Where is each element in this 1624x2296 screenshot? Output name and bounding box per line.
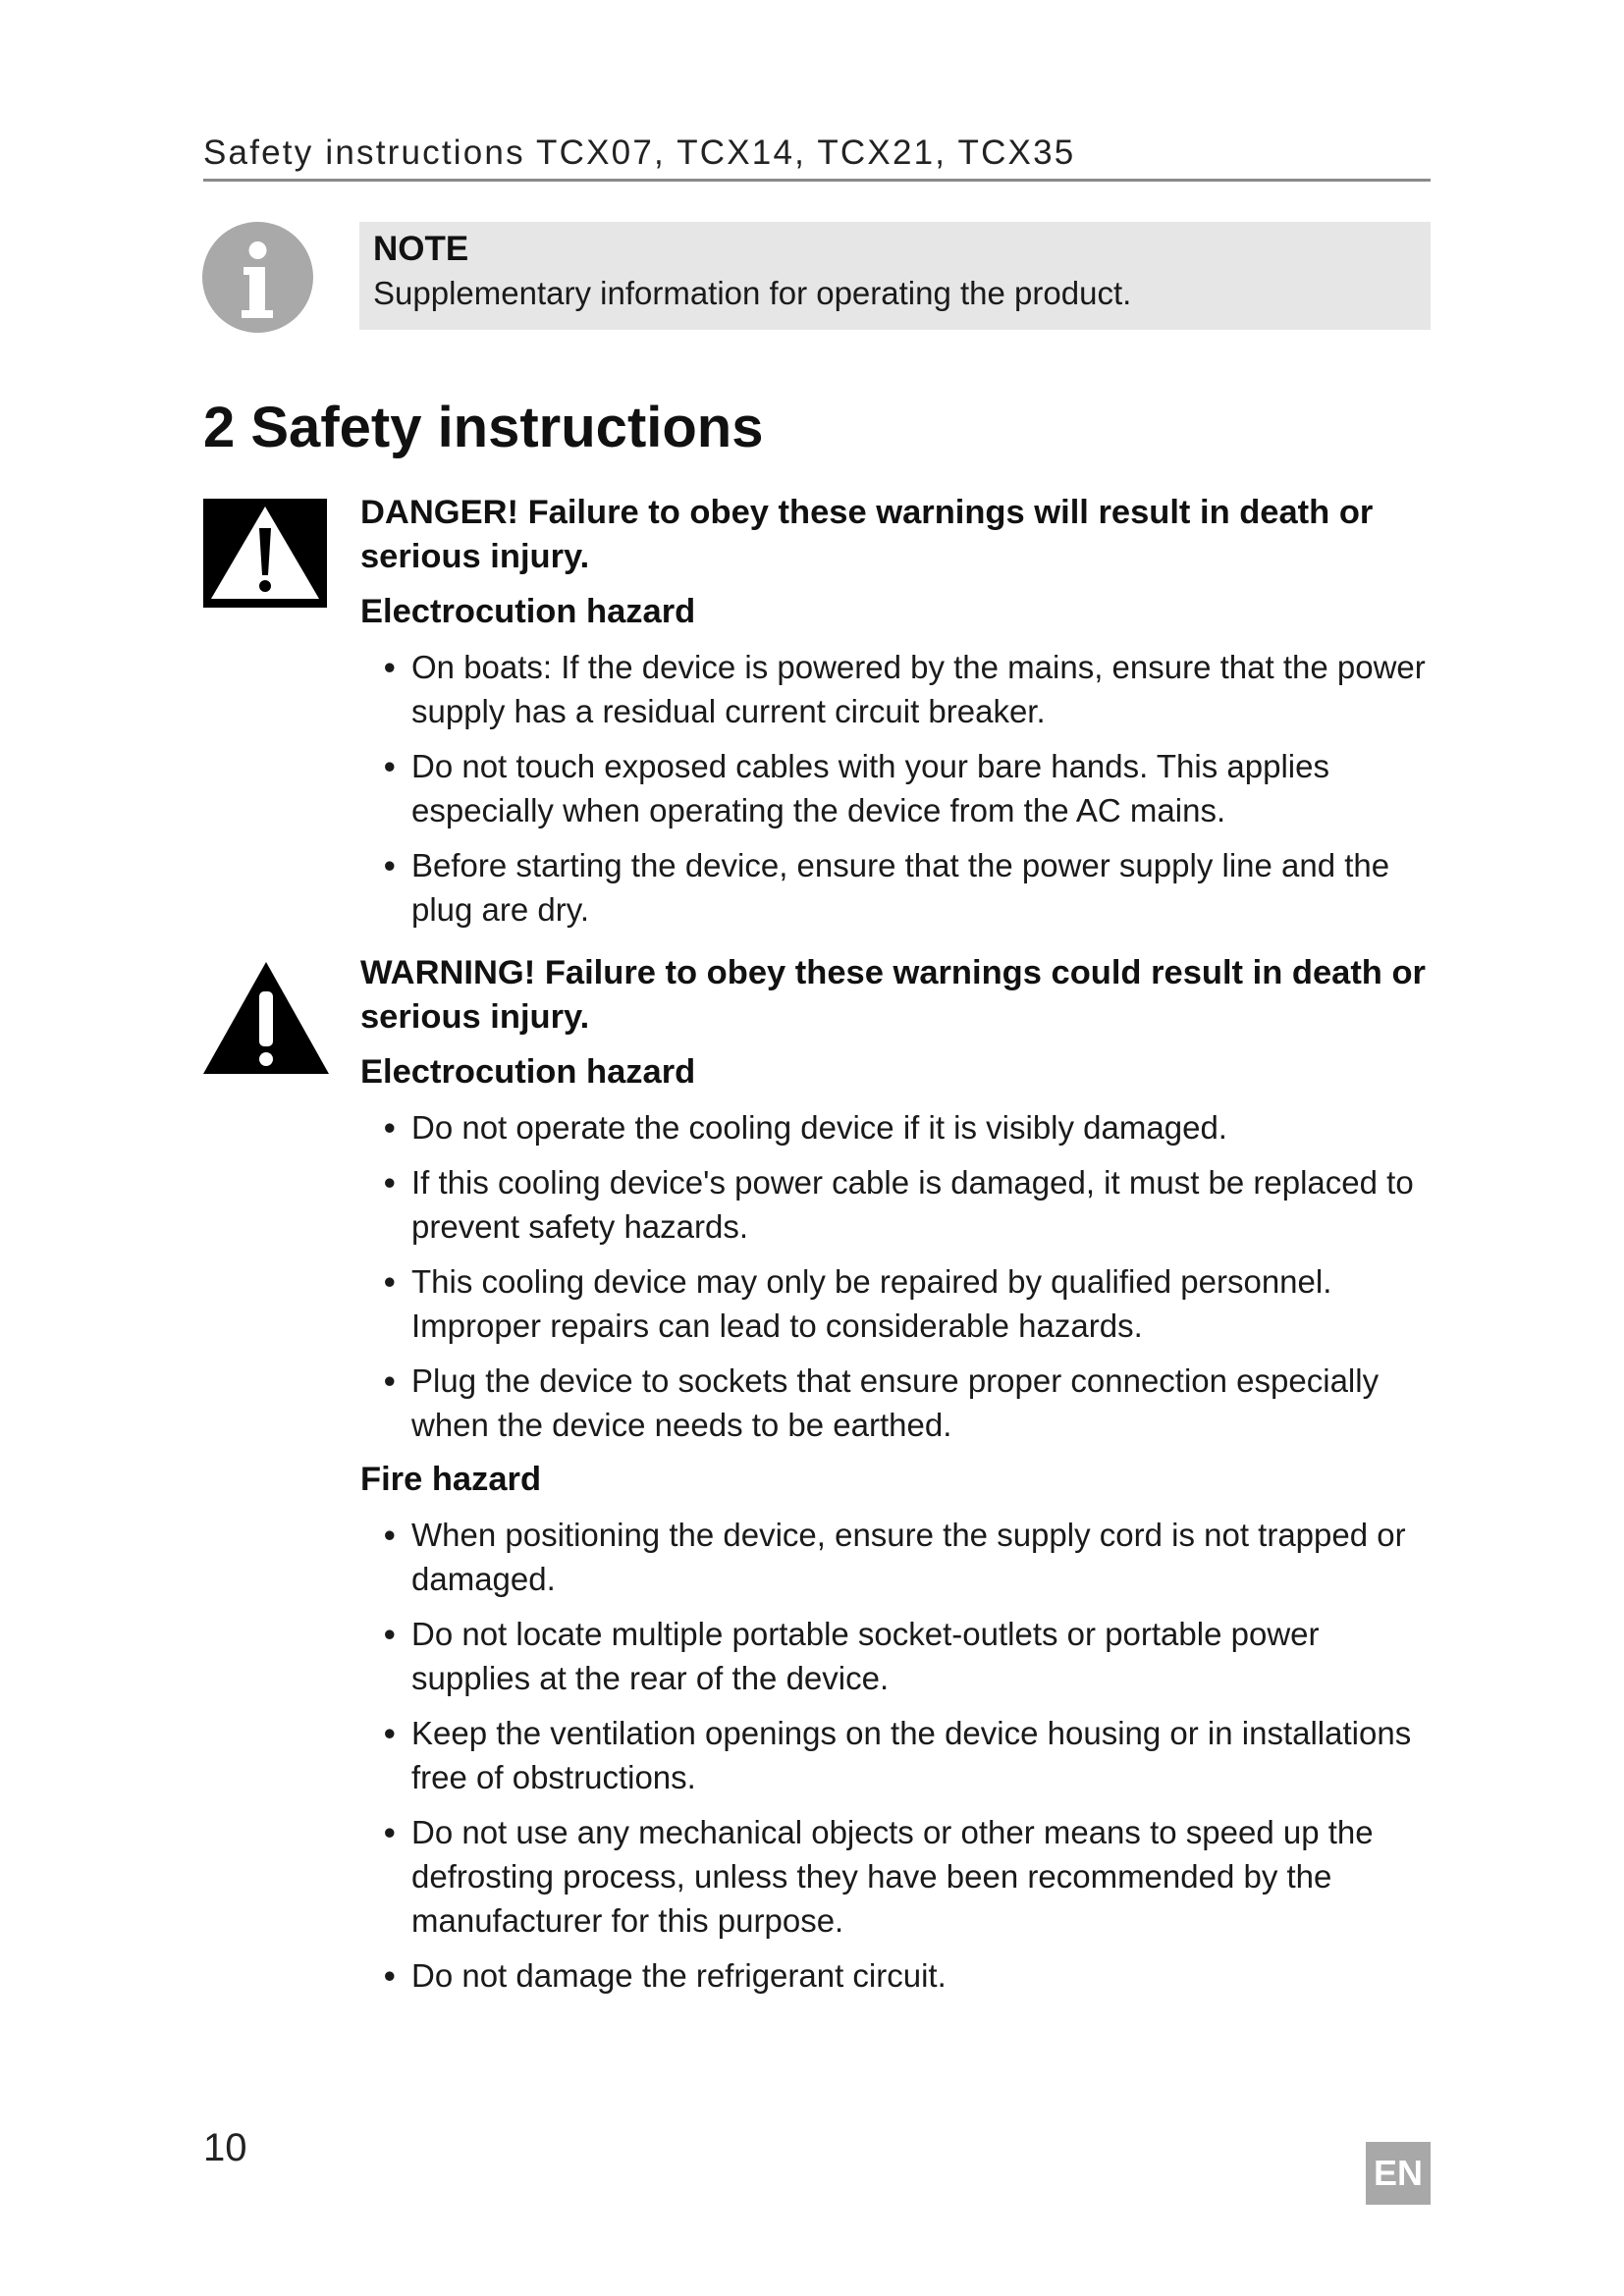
danger-electrocution-title: Electrocution hazard — [360, 593, 696, 630]
list-item: • Do not operate the cooling device if it is visibly damaged. — [360, 1105, 1435, 1149]
language-badge: EN — [1366, 2142, 1431, 2205]
warning-triangle-icon — [203, 962, 329, 1074]
list-item: • This cooling device may only be repaired by qualified personnel. Improper repairs can lead to considerable hazards. — [360, 1259, 1435, 1348]
safety-content — [360, 491, 1435, 2008]
list-item: • Keep the ventilation openings on the device housing or in installations free of obstructions. — [360, 1711, 1435, 1799]
list-item: • Do not touch exposed cables with your bare hands. This applies especially when operating the device from the AC mains. — [360, 744, 1435, 832]
warning-electrocution-title: Electrocution hazard — [360, 1053, 696, 1091]
list-item: • Do not use any mechanical objects or other means to speed up the defrosting process, unless they have been recommended by the manufacturer for this purpose. — [360, 1810, 1435, 1943]
danger-triangle-icon — [203, 499, 327, 608]
list-item: • When positioning the device, ensure the supply cord is not trapped or damaged. — [360, 1513, 1435, 1601]
note-box — [359, 222, 1431, 330]
note-text: Supplementary information for operating the product. — [373, 275, 1132, 311]
warning-fire-title: Fire hazard — [360, 1461, 542, 1498]
list-item: • If this cooling device's power cable is damaged, it must be replaced to prevent safety hazards. — [360, 1160, 1435, 1249]
list-item: • Do not damage the refrigerant circuit. — [360, 1953, 1435, 1998]
danger-electrocution-list — [360, 645, 1435, 932]
section-title: 2 Safety instructions — [203, 396, 764, 459]
list-item: • On boats: If the device is powered by the mains, ensure that the power supply has a residual current circuit breaker. — [360, 645, 1435, 733]
warning-fire-list — [360, 1513, 1435, 1998]
list-item: • Before starting the device, ensure that the power supply line and the plug are dry. — [360, 843, 1435, 932]
warning-electrocution-list — [360, 1105, 1435, 1447]
warning-heading: WARNING! Failure to obey these warnings could result in death or serious injury. — [360, 954, 1426, 1036]
info-icon — [202, 222, 313, 333]
page-number: 10 — [203, 2126, 247, 2169]
warning-block — [360, 951, 1435, 1998]
note-title: NOTE — [373, 230, 469, 268]
danger-heading: DANGER! Failure to obey these warnings will result in death or serious injury. — [360, 494, 1374, 575]
list-item: • Plug the device to sockets that ensure proper connection especially when the device needs to be earthed. — [360, 1359, 1435, 1447]
list-item: • Do not locate multiple portable socket-outlets or portable power supplies at the rear of the device. — [360, 1612, 1435, 1700]
running-header: Safety instructions TCX07, TCX14, TCX21, TCX35 — [203, 133, 1431, 182]
danger-block — [360, 491, 1435, 932]
